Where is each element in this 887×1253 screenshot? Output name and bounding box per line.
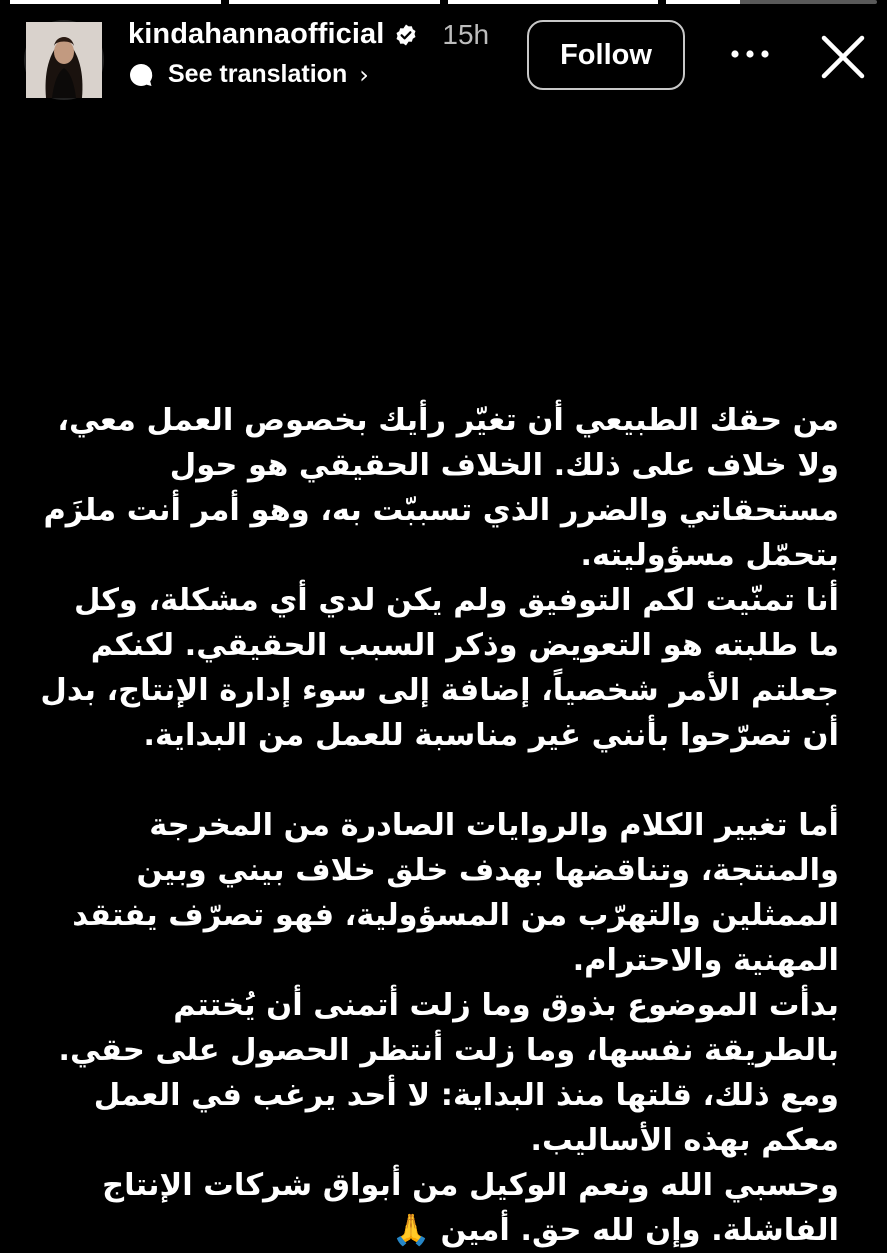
chevron-right-icon: › xyxy=(359,60,369,89)
post-time: 15h xyxy=(442,18,490,50)
paragraph-spacer xyxy=(40,758,839,803)
progress-segment-2 xyxy=(229,0,440,4)
progress-segment-4 xyxy=(666,0,877,4)
story-progress-bar xyxy=(10,0,877,4)
story-paragraph-4: بدأت الموضوع بذوق وما زلت أتمنى أن يُختتم بالطريقة نفسها، وما زلت أنتظر الحصول على حقي. ومع ذلك، قلتها منذ البداية: لا أحد يرغب في العمل معكم بهذه الأساليب. xyxy=(58,988,839,1158)
story-text xyxy=(40,398,839,1253)
user-line xyxy=(128,18,489,51)
story-paragraph-1: من حقك الطبيعي أن تغيّر رأيك بخصوص العمل معي، ولا خلاف على ذلك. الخلاف الحقيقي هو حول مستحقاتي والضرر الذي تسببّت به، وهو أمر أنت ملزَم بتحمّل مسؤوليته. xyxy=(43,403,839,573)
progress-segment-3 xyxy=(448,0,659,4)
follow-button[interactable]: Follow xyxy=(527,20,685,90)
username[interactable]: kindahannaofficial xyxy=(128,18,385,50)
progress-segment-1 xyxy=(10,0,221,4)
see-translation-link[interactable] xyxy=(128,60,369,89)
story-paragraph-2: أنا تمنّيت لكم التوفيق ولم يكن لدي أي مشكلة، وكل ما طلبته هو التعويض وذكر السبب الحقيقي. لكنكم جعلتم الأمر شخصياً، إضافة إلى سوء إدارة الإنتاج، بدل أن تصرّحوا بأنني غير مناسبة للعمل من البداية. xyxy=(40,583,839,753)
more-horizontal-icon[interactable] xyxy=(728,34,772,74)
avatar-image xyxy=(26,22,102,98)
story-paragraph-3: أما تغيير الكلام والروايات الصادرة من المخرجة والمنتجة، وتناقضها بهدف خلق خلاف بيني وبين الممثلين والتهرّب من المسؤولية، فهو تصرّف يفتقد المهنية والاحترام. xyxy=(72,808,839,978)
chat-bubble-icon xyxy=(128,62,154,88)
avatar[interactable] xyxy=(24,20,104,100)
verified-badge-icon xyxy=(394,23,418,47)
story-header xyxy=(24,18,867,98)
story-paragraph-5: وحسبي الله ونعم الوكيل من أبواق شركات الإنتاج الفاشلة. وإن لله حق. أمين 🙏 xyxy=(102,1168,839,1248)
see-translation-label[interactable]: See translation xyxy=(168,60,348,88)
close-icon[interactable] xyxy=(816,30,870,84)
